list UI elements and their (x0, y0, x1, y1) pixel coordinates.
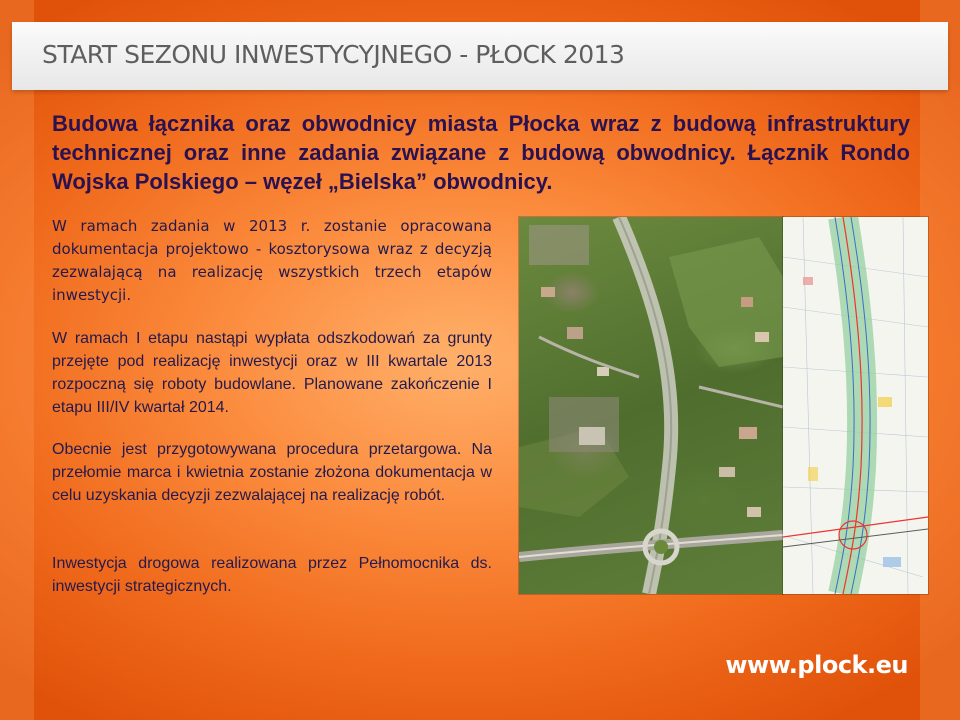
title-bar (12, 22, 948, 90)
background-stripe-left (0, 0, 34, 720)
paragraph-investor: Inwestycja drogowa realizowana przez Pełnomocnika ds. inwestycji strategicznych. (52, 555, 492, 595)
road-plan-graphic (783, 217, 928, 594)
section-heading: Budowa łącznika oraz obwodnicy miasta Płocka wraz z budową infrastruktury technicznej oraz inne zadania związane z budową obwodnicy. Łącznik Rondo Wojska Polskiego – węzeł „Bielska” obwodnicy. (52, 111, 910, 194)
paragraph-tender: Obecnie jest przygotowywana procedura przetargowa. Na przełomie marca i kwietnia zostanie złożona dokumentacja w celu uzyskania decyzji zezwalającej na realizację robót. (52, 441, 492, 504)
paragraph-stage-one: W ramach I etapu nastąpi wypłata odszkodowań za grunty przejęte pod realizację inwestycji oraz w III kwartale 2013 rozpoczną się roboty budowlane. Planowane zakończenie I etapu III/IV kwartał 2014. (52, 330, 492, 416)
aerial-photo-graphic (519, 217, 783, 594)
paragraph-documentation: W ramach zadania w 2013 r. zostanie opracowana dokumentacja projektowo - kosztorysowa wraz z decyzją zezwalającą na realizację wszystkich trzech etapów inwestycji. (52, 217, 492, 304)
road-plan-drawing (783, 217, 928, 594)
aerial-photo (519, 217, 783, 594)
slide-title: START SEZONU INWESTYCYJNEGO - PŁOCK 2013 (42, 40, 625, 69)
website-logo-text: www.plock.eu (725, 651, 908, 679)
